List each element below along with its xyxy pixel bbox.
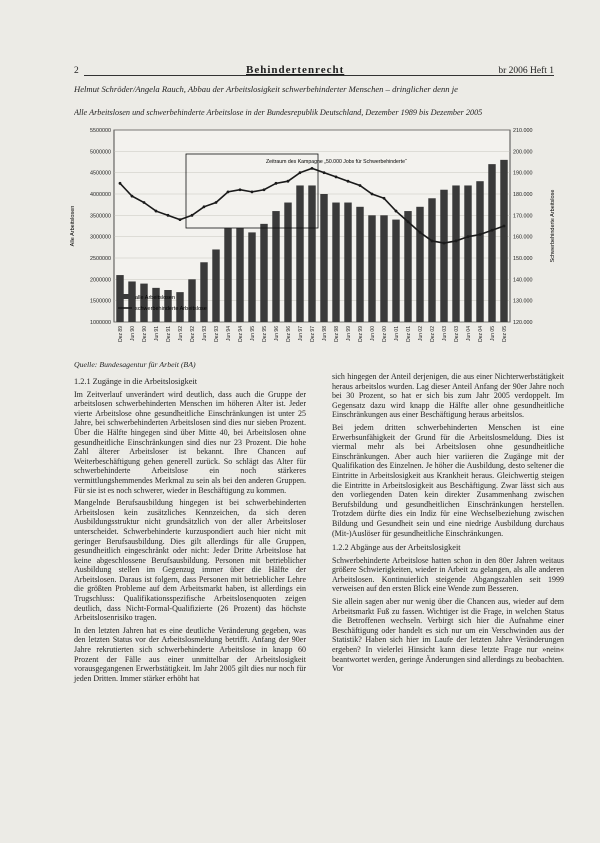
x-tick-label: Jun 02 (418, 326, 424, 342)
bar-alle-arbeitslosen (260, 224, 267, 322)
x-tick-label: Jun 90 (130, 326, 136, 342)
section-heading-1-2-2: 1.2.2 Abgänge aus der Arbeitslosigkeit (332, 543, 461, 553)
bar-alle-arbeitslosen (320, 194, 327, 322)
x-tick-label: Dez 02 (430, 326, 436, 342)
x-tick-label: Jun 99 (346, 326, 352, 342)
y-tick-left: 4000000 (90, 192, 111, 198)
bar-alle-arbeitslosen (356, 207, 363, 322)
point-schwerbehinderte (455, 240, 458, 243)
y-axis-label-right: Schwerbehinderte Arbeitslose (550, 189, 556, 263)
x-tick-label: Jun 03 (442, 326, 448, 342)
bar-alle-arbeitslosen (488, 164, 495, 322)
point-schwerbehinderte (167, 214, 170, 217)
point-schwerbehinderte (479, 233, 482, 236)
x-tick-label: Dez 95 (262, 326, 268, 342)
bar-alle-arbeitslosen (500, 160, 507, 322)
y-tick-right: 130.000 (513, 298, 533, 305)
point-schwerbehinderte (311, 167, 314, 170)
bar-alle-arbeitslosen (188, 279, 195, 322)
point-schwerbehinderte (179, 218, 182, 221)
point-schwerbehinderte (443, 242, 446, 245)
x-tick-label: Jun 01 (394, 326, 400, 342)
y-tick-right: 160.000 (513, 234, 533, 241)
chart-source: Quelle: Bundesagentur für Arbeit (BA) (74, 360, 196, 369)
x-tick-label: Dez 89 (118, 326, 124, 342)
point-schwerbehinderte (467, 235, 470, 238)
x-tick-label: Dez 00 (382, 326, 388, 342)
point-schwerbehinderte (503, 225, 506, 228)
y-tick-left: 3500000 (90, 213, 111, 220)
bar-alle-arbeitslosen (140, 284, 147, 322)
x-tick-label: Dez 93 (214, 326, 220, 342)
y-tick-left: 1000000 (90, 320, 111, 326)
x-tick-label: Dez 97 (310, 326, 316, 342)
x-tick-label: Dez 04 (478, 326, 484, 342)
x-tick-label: Dez 99 (358, 326, 364, 342)
journal-title: Behindertenrecht (246, 64, 345, 76)
x-tick-label: Dez 01 (406, 326, 412, 342)
bar-alle-arbeitslosen (344, 203, 351, 322)
point-schwerbehinderte (287, 180, 290, 183)
bar-alle-arbeitslosen (212, 249, 219, 322)
point-schwerbehinderte (431, 240, 434, 243)
bar-alle-arbeitslosen (380, 215, 387, 322)
bar-alle-arbeitslosen (452, 185, 459, 322)
point-schwerbehinderte (419, 231, 422, 234)
x-tick-label: Dez 98 (334, 326, 340, 342)
left-column (74, 372, 306, 686)
campaign-annotation: Zeitraum des Kampagne „50.000 Jobs für Schwerbehinderte“ (266, 159, 407, 165)
bar-alle-arbeitslosen (416, 207, 423, 322)
y-tick-left: 2500000 (90, 256, 111, 262)
point-schwerbehinderte (299, 171, 302, 174)
point-schwerbehinderte (347, 180, 350, 183)
legend-label-severely-disabled: schwerbehinderte Arbeitslose (135, 306, 207, 312)
paragraph: In den letzten Jahren hat es eine deutliche Veränderung gegeben, was den letzten Status vor der Arbeitslosmeldung betrifft. Anfang der 90er Jahre rekrutierten sich schwerbehinderte Arbeitslose in knapp 60 Prozent der Fälle aus einer unmittelbar der Arbeitslosigkeit vorausgegangenen Erwerbstätigkeit. Im Jahr 2005 gilt dies nur noch für jeden Dritten. Immer stärker erhöht hat (74, 625, 306, 683)
point-schwerbehinderte (155, 210, 158, 213)
x-tick-label: Jun 94 (226, 326, 232, 342)
point-schwerbehinderte (371, 193, 374, 196)
point-schwerbehinderte (131, 195, 134, 198)
x-tick-label: Jun 00 (370, 326, 376, 342)
point-schwerbehinderte (215, 201, 218, 204)
article-authors-title: Helmut Schröder/Angela Rauch, Abbau der Arbeitslosigkeit schwerbehinderter Menschen – dringlicher denn je (74, 84, 458, 94)
x-tick-label: Dez 96 (286, 326, 292, 342)
point-schwerbehinderte (359, 184, 362, 187)
running-header (74, 66, 554, 80)
y-tick-right: 190.000 (513, 170, 533, 177)
y-tick-left: 5500000 (90, 128, 111, 134)
point-schwerbehinderte (407, 220, 410, 223)
y-tick-left: 1500000 (90, 298, 111, 305)
x-tick-label: Jun 04 (466, 326, 472, 342)
x-tick-label: Jun 96 (274, 326, 280, 342)
y-tick-left: 5000000 (90, 149, 111, 156)
x-tick-label: Dez 90 (142, 326, 148, 342)
legend-swatch-bars (118, 294, 132, 299)
y-tick-right: 170.000 (513, 213, 533, 220)
bar-alle-arbeitslosen (236, 228, 243, 322)
bar-alle-arbeitslosen (464, 185, 471, 322)
point-schwerbehinderte (383, 197, 386, 200)
paragraph: Mangelnde Berufsausbildung hingegen ist bei schwerbehinderten Arbeitslosen kein zusätzliches Kennzeichen, da sich deren Ausbildungsstruktur nicht grundsätzlich von der aller Arbeitsloser unterscheidet. Schwerbehinderte kurzuspondiert auch hier nicht mit geringer Berufsausbildung. Dies gilt allerdings für alle Gruppen, gesundheitlich eingeschränkt oder nicht: Jeder Dritte Arbeitslose hat keine abgeschlossene Berufsausbildung. Personen mit betrieblicher Ausbildung stellen im Gegenzug immer über die Hälfte der Arbeitslosen. Daraus ist folgern, dass Personen mit betrieblicher Lehre die größten Probleme auf dem Arbeitsmarkt haben, ist allerdings ein Trugschluss: Qualifikationsspezifische Arbeitslosenquoten zeigen deutlich, dass Nicht-Formal-Qualifizierte (26 Prozent) das höchste Arbeitslosenrisiko tragen. (74, 498, 306, 623)
bar-alle-arbeitslosen (404, 211, 411, 322)
chart-title: Alle Arbeitslosen und schwerbehinderte Arbeitslose in der Bundesrepublik Deutschland, Dezember 1989 bis Dezember 2005 (74, 108, 483, 117)
bar-alle-arbeitslosen (224, 228, 231, 322)
bar-alle-arbeitslosen (368, 215, 375, 322)
point-schwerbehinderte (491, 229, 494, 232)
bar-alle-arbeitslosen (476, 181, 483, 322)
bar-alle-arbeitslosen (152, 288, 159, 322)
bar-alle-arbeitslosen (284, 203, 291, 322)
paragraph: Im Zeitverlauf unverändert wird deutlich, dass auch die Gruppe der arbeitslosen schwerbehinderten Menschen im höheren Alter ist. Jeder vierte Arbeitslose ohne gesundheitliche Einschränkungen ist unter 25 Jahre, bei schwerbehinderten Arbeitslosen sind dies nur sieben Prozent. Über die Hälfte hingegen sind über Mitte 40, bei Arbeitslosen ohne gesundheitliche Einschränkungen sind dies nur 23 Prozent. Die hohe Zahl älterer Arbeitsloser ist bekannt. Ihre Chancen auf Weiterbeschäftigung gehen generell zurück. So schlägt das Alter für schwerbehinderte Arbeitslose ein noch stärkeres vermittlungshemmendes Merkmal zu sein als bei den anderen Gruppen. Für sie ist es noch schwerer, wieder in Beschäftigung zu kommen. (74, 389, 306, 495)
bar-alle-arbeitslosen (296, 185, 303, 322)
point-schwerbehinderte (119, 182, 122, 185)
y-tick-left: 3000000 (90, 234, 111, 241)
point-schwerbehinderte (395, 210, 398, 213)
point-schwerbehinderte (263, 188, 266, 191)
x-tick-label: Dez 03 (454, 326, 460, 342)
point-schwerbehinderte (239, 188, 242, 191)
point-schwerbehinderte (191, 214, 194, 217)
x-tick-label: Jun 95 (250, 326, 256, 342)
point-schwerbehinderte (203, 205, 206, 208)
bar-alle-arbeitslosen (392, 220, 399, 322)
point-schwerbehinderte (251, 190, 254, 193)
paragraph: Schwerbehinderte Arbeitslose hatten schon in den 80er Jahren weitaus größere Schwierigkeiten, wieder in Arbeit zu gelangen, als alle anderen Arbeitslosen. Kontinuierlich steigende Abgangszahlen seit 1999 verweisen auf den ersten Blick eine Wende zum Besseren. (332, 555, 564, 594)
point-schwerbehinderte (335, 176, 338, 179)
point-schwerbehinderte (275, 182, 278, 185)
x-tick-label: Jun 97 (298, 326, 304, 342)
y-tick-right: 150.000 (513, 256, 533, 262)
y-tick-left: 4500000 (90, 170, 111, 177)
x-tick-label: Jun 93 (202, 326, 208, 342)
y-tick-left: 2000000 (90, 277, 111, 284)
y-tick-right: 210.000 (513, 128, 533, 134)
x-tick-label: Dez 94 (238, 326, 244, 342)
x-tick-label: Dez 05 (502, 326, 508, 342)
x-tick-label: Dez 91 (166, 326, 172, 342)
bar-alle-arbeitslosen (332, 203, 339, 322)
point-schwerbehinderte (323, 171, 326, 174)
paragraph: Sie allein sagen aber nur wenig über die Chancen aus, wieder auf dem Arbeitsmarkt Fuß zu fassen. Wichtiger ist die Frage, in welchen Status die Betroffenen wechseln. Verbirgt sich hier die Aufnahme einer Beschäftigung oder handelt es sich nur um ein Verschwinden aus der Statistik? Haben sich hier im Laufe der letzten Jahre Veränderungen ergeben? In vielerlei Hinsicht kann diese letzte Frage nur »nein« beantwortet werden, geringe Änderungen sind allerdings zu beobachten. Vor (332, 597, 564, 674)
y-tick-right: 200.000 (513, 149, 533, 156)
x-tick-label: Jun 91 (154, 326, 160, 342)
legend-label-all: alle Arbeitslosen (135, 295, 176, 301)
header-rule (84, 75, 554, 76)
point-schwerbehinderte (143, 201, 146, 204)
y-tick-right: 120.000 (513, 320, 533, 326)
paragraph: sich hingegen der Anteil derjenigen, die aus einer Nichterwerbstätigkeit heraus arbeitslos wurden. Lag dieser Anteil Anfang der 90er Jahre noch bei 30 Prozent, so hat er sich bis zum Jahr 2005 verdoppelt. Im Gegensatz dazu wird knapp die Hälfte aller ohne gesundheitliche Einschränkungen aus einer Beschäftigung heraus arbeitslos. (332, 372, 564, 420)
x-tick-label: Jun 92 (178, 326, 184, 342)
bar-alle-arbeitslosen (200, 262, 207, 322)
y-tick-right: 140.000 (513, 277, 533, 284)
unemployment-chart (62, 122, 562, 354)
point-schwerbehinderte (227, 190, 230, 193)
paragraph: Bei jedem dritten schwerbehinderten Menschen ist eine Erwerbsunfähigkeit der Grund für die Arbeitslosmeldung. Dies ist viermal mehr als bei Arbeitslosen ohne gesundheitliche Einschränkungen. Aber auch hier variieren die Zugänge mit der Qualifikation des Einzelnen. Je höher die Ausbildung, desto seltener die Eintritte in Arbeitslosigkeit aus Krankheit heraus. Gleichwertig steigen die Eintritte in Arbeitslosigkeit aus Beschäftigung. Zwar lässt sich aus den vorliegenden Daten kein direkter Zusammenhang zwischen Berufsbildung und gesundheitlichen Einschränkungen herstellen. Trotzdem dürfte dies ein Indiz für eine Wechselbeziehung zwischen Bildung und Gesundheit sein und eine niedrige Ausbildung durchaus (Mit-)Auslöser für gesundheitliche Einschränkungen. (332, 422, 564, 538)
x-tick-label: Jun 05 (490, 326, 496, 342)
page-number: 2 (74, 66, 79, 76)
y-tick-right: 180.000 (513, 192, 533, 198)
x-tick-label: Jun 98 (322, 326, 328, 342)
bar-alle-arbeitslosen (440, 190, 447, 322)
bar-alle-arbeitslosen (308, 185, 315, 322)
bar-alle-arbeitslosen (428, 198, 435, 322)
bar-alle-arbeitslosen (248, 232, 255, 322)
issue-label: br 2006 Heft 1 (498, 66, 554, 76)
x-tick-label: Dez 92 (190, 326, 196, 342)
section-heading-1-2-1: 1.2.1 Zugänge in die Arbeitslosigkeit (74, 377, 198, 386)
y-axis-label-left: Alle Arbeitslosen (70, 205, 76, 247)
right-column (332, 372, 564, 677)
bar-alle-arbeitslosen (128, 281, 135, 322)
